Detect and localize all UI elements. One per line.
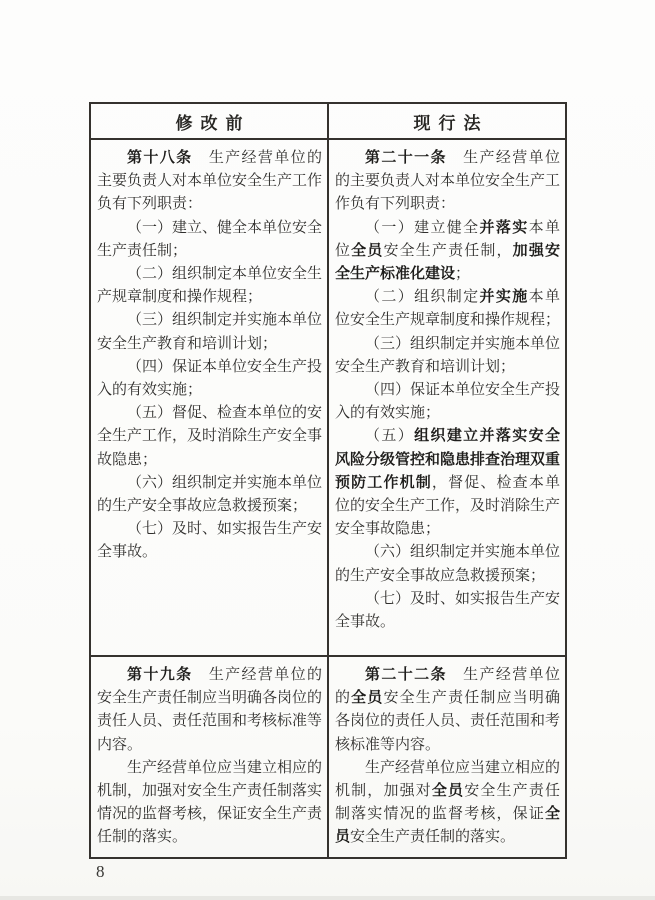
column-header-current-law: 现行法 [413, 113, 489, 133]
paragraph: （四）保证本单位安全生产投入的有效实施； [97, 358, 323, 399]
table-row [91, 140, 565, 657]
paragraph: （二）组织制定并实施本单位安全生产规章制度和操作规程； [335, 289, 561, 329]
paragraph: （一）建立、健全本单位安全生产责任制； [97, 219, 323, 259]
paragraph: 第二十二条 生产经营单位的全员安全生产责任制应当明确各岗位的责任人员、责任范围和考核标准等内容。 [335, 667, 561, 753]
table-cell [329, 140, 565, 655]
paragraph: （二）组织制定本单位安全生产规章制度和操作规程； [97, 266, 323, 306]
table-body [91, 140, 565, 857]
table-header-row [91, 104, 565, 140]
table-cell [91, 140, 329, 655]
table-cell [91, 657, 329, 857]
paragraph: （七）及时、如实报告生产安全事故。 [335, 590, 561, 631]
paragraph: （一）建立健全并落实本单位全员安全生产责任制，加强安全生产标准化建设； [335, 219, 560, 283]
column-header-before-amendment: 修改前 [91, 104, 329, 138]
table-cell [329, 657, 565, 857]
paragraph: 生产经营单位应当建立相应的机制，加强对安全生产责任制落实情况的监督考核，保证安全生产责任制的落实。 [97, 759, 323, 846]
paragraph: （六）组织制定并实施本单位的生产安全事故应急救援预案； [97, 474, 323, 515]
paragraph: （三）组织制定并实施本单位安全生产教育和培训计划； [97, 312, 323, 352]
paragraph: （七）及时、如实报告生产安全事故。 [97, 521, 323, 561]
paragraph: （五）组织建立并落实安全风险分级管控和隐患排查治理双重预防工作机制，督促、检查本单位的安全生产工作，及时消除生产安全事故隐患； [335, 428, 561, 538]
paragraph: （三）组织制定并实施本单位安全生产教育和培训计划； [335, 335, 561, 375]
paragraph: （五）督促、检查本单位的安全生产工作，及时消除生产安全事故隐患； [97, 405, 323, 468]
paragraph: 生产经营单位应当建立相应的机制，加强对全员安全生产责任制落实情况的监督考核，保证全员安全生产责任制的落实。 [335, 759, 561, 846]
paragraph: 第十九条 生产经营单位的安全生产责任制应当明确各岗位的责任人员、责任范围和考核标准等内容。 [97, 667, 323, 753]
paragraph: 第十八条 生产经营单位的主要负责人对本单位安全生产工作负有下列职责： [97, 150, 323, 213]
table-row [91, 657, 565, 857]
paragraph: （六）组织制定并实施本单位的生产安全事故应急救援预案； [335, 544, 561, 584]
comparison-table [89, 102, 567, 859]
page-number: 8 [96, 862, 105, 881]
paragraph: （四）保证本单位安全生产投入的有效实施； [335, 382, 561, 422]
scan-edge-shadow [0, 896, 655, 900]
paragraph: 第二十一条 生产经营单位的主要负责人对本单位安全生产工作负有下列职责： [335, 150, 561, 213]
